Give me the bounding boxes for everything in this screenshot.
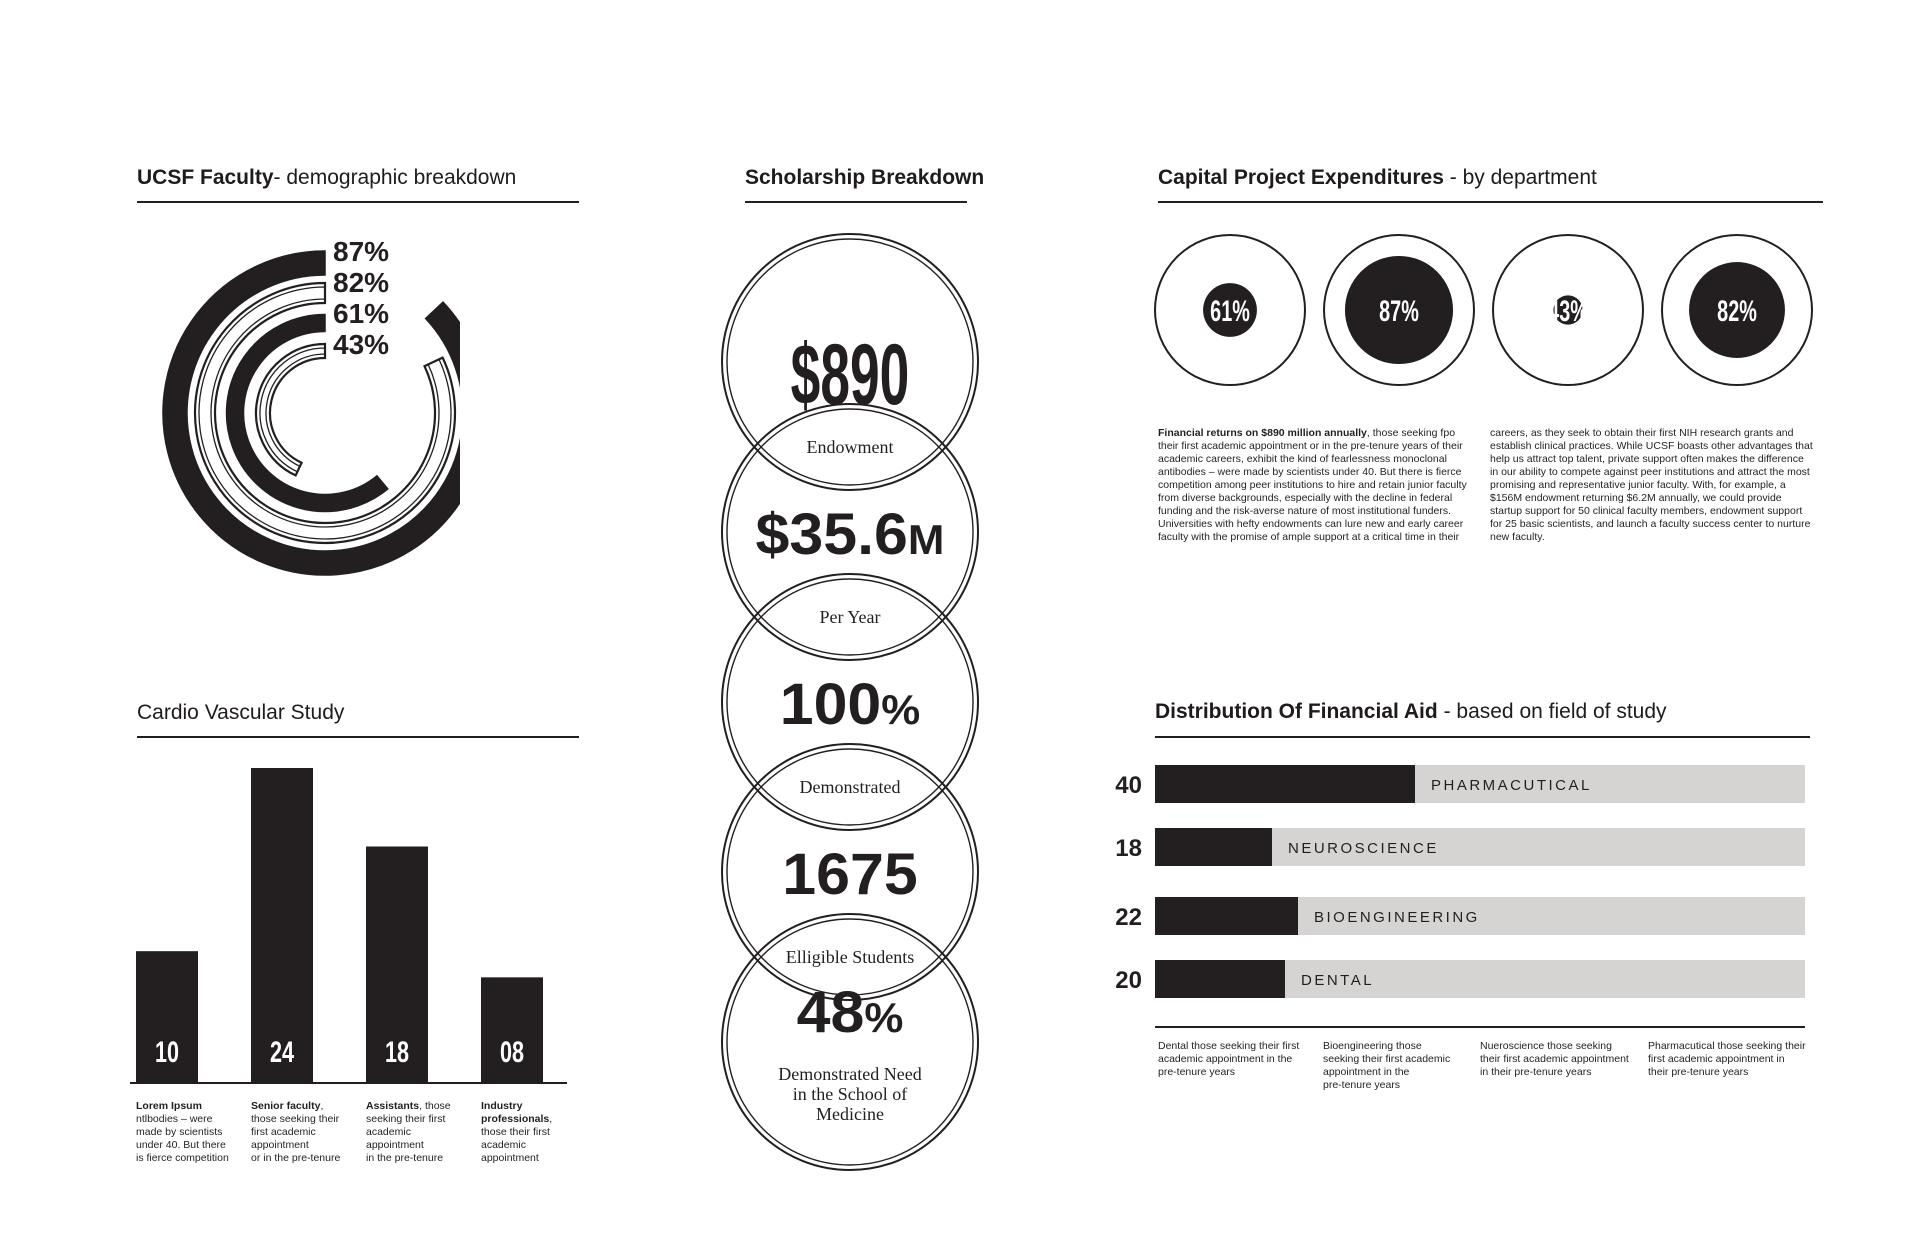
cardio-caption-line: is fierce competition	[136, 1152, 229, 1164]
cardio-caption-bold: Assistants	[366, 1100, 420, 1112]
cardio-caption-head	[136, 1100, 248, 1113]
cardio-caption-line: those seeking their	[251, 1113, 340, 1125]
cardio-caption-line: appointment	[481, 1152, 539, 1164]
cardio-caption-3	[481, 1100, 593, 1165]
cardio-caption-0	[136, 1100, 248, 1165]
scholar-label-3: Elligible Students	[785, 947, 915, 967]
cardio-caption-1	[251, 1100, 363, 1165]
aid-note-line: pre-tenure years	[1323, 1079, 1401, 1091]
radial-label-3: 43%	[333, 329, 390, 360]
capital-text-column-1	[1158, 427, 1478, 544]
scholar-last-label-line: in the School of	[792, 1084, 908, 1104]
aid-title-bold: Distribution Of Financial Aid	[1155, 700, 1438, 723]
capital-bubble-label-3: 82%	[1717, 295, 1757, 329]
scholarship-stacked-circles	[700, 220, 1020, 1195]
aid-category-label-3: DENTAL	[1301, 972, 1375, 989]
cardio-caption-head	[366, 1100, 478, 1113]
capital-col1-line: faculty with the promise of ample support at a critical time in their	[1158, 531, 1460, 543]
cardio-caption-bold: Industry	[481, 1100, 523, 1112]
capital-col2-line: startup support for 50 clinical faculty members, endowment support	[1490, 505, 1803, 517]
aid-bar-0	[1155, 765, 1415, 803]
capital-col1-line: Financial returns on $890 million annually, those seeking fpo	[1158, 427, 1456, 439]
cardio-caption-2	[366, 1100, 478, 1165]
scholar-figure-value-1: $35.6M	[755, 501, 945, 567]
cardio-caption-head	[481, 1100, 593, 1113]
faculty-title-bold: UCSF Faculty	[137, 166, 274, 189]
radial-label-0: 87%	[333, 236, 390, 267]
faculty-radial-chart	[130, 230, 460, 615]
aid-category-label-2: BIOENGINEERING	[1314, 909, 1480, 926]
cardio-caption-bold: Senior faculty	[251, 1100, 321, 1112]
scholar-figure-value-4: 48%	[796, 979, 904, 1045]
cardio-caption-line: academic	[481, 1139, 526, 1151]
scholarship-rule	[745, 201, 967, 203]
scholar-label-1: Per Year	[819, 607, 881, 627]
scholar-figure-suffix-4: %	[864, 994, 904, 1042]
capital-col1-line: Universities with hefty endowments can lure new and early career	[1158, 518, 1464, 530]
aid-category-label-1: NEUROSCIENCE	[1288, 840, 1439, 857]
capital-col1-line: their first academic appointment or in the pre-tenure years of their	[1158, 440, 1463, 452]
radial-label-1: 82%	[333, 267, 390, 298]
faculty-title-rest: - demographic breakdown	[273, 166, 517, 189]
aid-note-line: Dental those seeking their first	[1158, 1040, 1300, 1052]
cardio-caption-head	[251, 1100, 363, 1113]
aid-horizontal-bar-chart	[1090, 755, 1830, 1030]
cardio-rule	[137, 736, 579, 738]
aid-note-line: academic appointment in the	[1158, 1053, 1293, 1065]
cardio-caption-bold: Lorem Ipsum	[136, 1100, 202, 1112]
aid-note-1	[1323, 1040, 1498, 1092]
cardio-caption-line: seeking their first	[366, 1113, 446, 1125]
aid-value-label-0: 40	[1115, 772, 1142, 799]
scholar-label-2: Demonstrated	[799, 777, 901, 797]
capital-col2-line: new faculty.	[1490, 531, 1545, 543]
aid-rule	[1155, 736, 1810, 738]
capital-col1-line: antibodies – were made by scientists under 40. But there is fierce	[1158, 466, 1462, 478]
scholarship-title-text: Scholarship Breakdown	[745, 166, 985, 189]
cardio-bar-label-2: 18	[384, 1034, 410, 1069]
aid-note-line: their first academic appointment	[1480, 1053, 1629, 1065]
scholar-figure-value-0: $890	[790, 327, 910, 424]
cardio-caption-line: appointment	[366, 1139, 424, 1151]
capital-title-bold: Capital Project Expenditures	[1158, 166, 1444, 189]
cardio-caption-line: first academic	[251, 1126, 316, 1138]
aid-note-2	[1480, 1040, 1655, 1079]
scholar-figure-1	[756, 501, 945, 566]
scholar-figure-2	[780, 671, 921, 736]
cardio-bar-label-3: 08	[499, 1034, 525, 1069]
capital-text-column-2	[1490, 427, 1825, 544]
capital-col2-line: in our ability to compete against peer institutions and attract the most	[1490, 466, 1810, 478]
cardio-bar-chart	[130, 760, 580, 1090]
scholar-figure-0	[791, 327, 910, 423]
aid-category-label-0: PHARMACUTICAL	[1431, 777, 1592, 794]
faculty-rule	[137, 201, 579, 203]
cardio-caption-rest: , those	[419, 1100, 451, 1112]
cardio-caption-line: those their first	[481, 1126, 550, 1138]
capital-col1-line: academic careers, exhibit the kind of fearlessness monoclonal	[1158, 453, 1447, 465]
aid-bar-2	[1155, 897, 1298, 935]
aid-note-line: seeking their first academic	[1323, 1053, 1451, 1065]
capital-bubble-chart	[1150, 230, 1830, 390]
capital-col2-line: careers, as they seek to obtain their first NIH research grants and	[1490, 427, 1794, 439]
scholar-figure-suffix-2: %	[881, 686, 921, 734]
cardio-bar-label-0: 10	[154, 1034, 180, 1069]
cardio-caption-rest: ,	[320, 1100, 324, 1112]
aid-note-3	[1648, 1040, 1823, 1079]
capital-bubble-label-2: 43%	[1548, 295, 1588, 329]
cardio-caption-line: in the pre-tenure	[366, 1152, 444, 1164]
capital-title	[1158, 166, 1597, 190]
capital-col2-line: $156M endowment returning $6.2M annually, we could provide	[1490, 492, 1782, 504]
capital-bubble-label-1: 87%	[1379, 295, 1419, 329]
scholar-figure-3	[782, 841, 917, 906]
aid-note-line: Nueroscience those seeking	[1480, 1040, 1612, 1052]
capital-col2-line: help us attract top talent, private support often makes the difference	[1490, 453, 1804, 465]
cardio-caption-line: made by scientists	[136, 1126, 223, 1138]
cardio-caption-line: appointment	[251, 1139, 309, 1151]
capital-title-rest: - by department	[1443, 166, 1597, 189]
aid-bar-3	[1155, 960, 1285, 998]
aid-note-line: Bioengineering those	[1323, 1040, 1422, 1052]
capital-col1-line: funding and the risk-averse nature of most institutional funders.	[1158, 505, 1451, 517]
aid-title	[1155, 700, 1667, 724]
cardio-title: Cardio Vascular Study	[137, 701, 345, 724]
aid-value-label-3: 20	[1115, 967, 1142, 994]
capital-bubble-label-0: 61%	[1210, 295, 1250, 329]
scholar-figure-value-2: 100%	[779, 671, 921, 737]
capital-col2-line: for 25 basic scientists, and launch a faculty success center to nurture	[1490, 518, 1811, 530]
aid-note-line: first academic appointment in	[1648, 1053, 1785, 1065]
aid-note-line: in their pre-tenure years	[1480, 1066, 1592, 1078]
faculty-title	[137, 166, 516, 190]
radial-label-2: 61%	[333, 298, 390, 329]
capital-col1-line: competition among peer institutions to hire and retain junior faculty	[1158, 479, 1467, 491]
aid-note-line: appointment in the	[1323, 1066, 1410, 1078]
cardio-captions	[136, 1100, 586, 1175]
aid-note-0	[1158, 1040, 1333, 1079]
scholar-figure-value-3: 1675	[782, 841, 918, 907]
scholar-label-0: Endowment	[806, 437, 894, 457]
aid-value-label-1: 18	[1115, 835, 1142, 862]
capital-rule	[1158, 201, 1823, 203]
cardio-caption-line: or in the pre-tenure	[251, 1152, 341, 1164]
aid-title-rest: - based on field of study	[1437, 700, 1667, 723]
cardio-caption-line: professionals,	[481, 1113, 553, 1125]
cardio-caption-line: academic	[366, 1126, 411, 1138]
cardio-bar-label-1: 24	[269, 1034, 295, 1069]
aid-note-line: Pharmacutical those seeking their	[1648, 1040, 1806, 1052]
cardio-caption-line: ntlbodies – were	[136, 1113, 213, 1125]
aid-notes	[1158, 1040, 1828, 1100]
aid-note-line: pre-tenure years	[1158, 1066, 1236, 1078]
scholar-figure-suffix-1: M	[907, 516, 945, 564]
cardio-caption-line: under 40. But there	[136, 1139, 226, 1151]
scholarship-title	[745, 166, 984, 190]
aid-note-line: their pre-tenure years	[1648, 1066, 1749, 1078]
capital-col1-line: from diverse backgrounds, especially with the decline in federal	[1158, 492, 1453, 504]
capital-col2-line: promising and representative junior faculty. With, for example, a	[1490, 479, 1786, 491]
capital-col2-line: establish clinical practices. While UCSF boasts other advantages that	[1490, 440, 1813, 452]
scholar-last-label-line: Medicine	[816, 1104, 884, 1124]
aid-value-label-2: 22	[1115, 904, 1142, 931]
scholar-last-label-line: Demonstrated Need	[778, 1064, 922, 1084]
aid-bar-1	[1155, 828, 1272, 866]
